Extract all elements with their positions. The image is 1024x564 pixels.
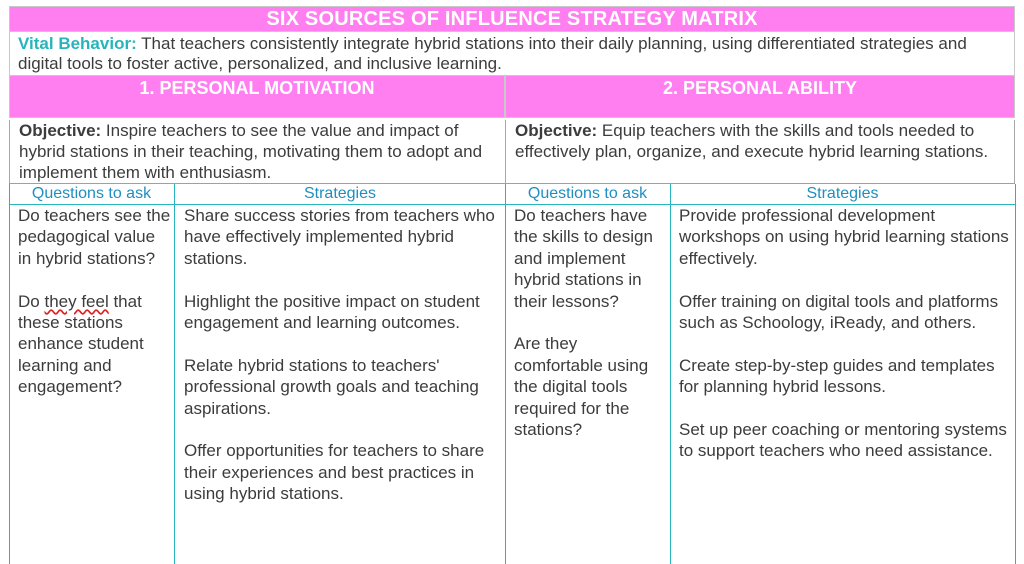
strategies-cell-motivation: [175, 205, 505, 526]
strategies-header-motivation: Strategies: [303, 185, 377, 202]
question-item: Do teachers have the skills to design and implement hybrid stations in their lessons?: [514, 206, 653, 311]
objective-personal-ability: [505, 120, 1015, 183]
strategy-item: Create step-by-step guides and templates for planning hybrid lessons.: [679, 355, 995, 397]
strategy-item: Set up peer coaching or mentoring systems to support teachers who need assistance.: [679, 420, 1007, 461]
questions-cell-ability: [505, 205, 671, 462]
vital-behavior: [9, 32, 1015, 75]
questions-header-ability: Questions to ask: [527, 185, 648, 202]
strategy-item: Highlight the positive impact on student engagement and learning outcomes.: [184, 291, 480, 333]
objective-personal-motivation: [9, 120, 505, 183]
objective-label: Objective:: [515, 121, 598, 140]
spelling-flag: they feel: [44, 291, 109, 311]
strategy-item: Relate hybrid stations to teachers' professional growth goals and teaching aspirations.: [184, 355, 479, 418]
vital-behavior-text: That teachers consistently integrate hybrid stations into their daily planning, using differentiated strategies and digital tools to foster active, personalized, and inclusive learning.: [18, 34, 967, 73]
question-item: Do teachers see the pedagogical value in hybrid stations?: [18, 206, 171, 268]
strategy-item: Offer training on digital tools and platforms such as Schoology, iReady, and others.: [679, 291, 999, 333]
objective-label: Objective:: [19, 121, 102, 140]
strategy-item: Offer opportunities for teachers to share their experiences and best practices in using hybrid stations.: [184, 441, 485, 504]
questions-cell-motivation: [9, 205, 175, 398]
question-item: Are they comfortable using the digital tools required for the stations?: [514, 334, 649, 440]
section-heading-personal-motivation: 1. PERSONAL MOTIVATION: [9, 75, 505, 118]
column-border: [1015, 184, 1016, 564]
strategy-item: Provide professional development workshops on using hybrid learning stations effectively.: [679, 206, 1009, 268]
questions-header-motivation: Questions to ask: [31, 185, 152, 202]
strategy-item: Share success stories from teachers who have effectively implemented hybrid stations.: [184, 206, 495, 268]
objective-text: Equip teachers with the skills and tools needed to effectively plan, organize, and execute hybrid learning stations.: [515, 121, 989, 161]
question-item: Do they feel that these stations enhance student learning and engagement?: [18, 291, 144, 397]
matrix-title: SIX SOURCES OF INFLUENCE STRATEGY MATRIX: [9, 6, 1015, 32]
section-heading-personal-ability: 2. PERSONAL ABILITY: [505, 75, 1015, 118]
strategies-cell-ability: [670, 205, 1015, 483]
vital-behavior-label: Vital Behavior:: [18, 34, 137, 53]
objective-text: Inspire teachers to see the value and impact of hybrid stations in their teaching, motivating them to adopt and implement them with enthusiasm.: [19, 121, 483, 182]
strategies-header-ability: Strategies: [806, 185, 879, 202]
